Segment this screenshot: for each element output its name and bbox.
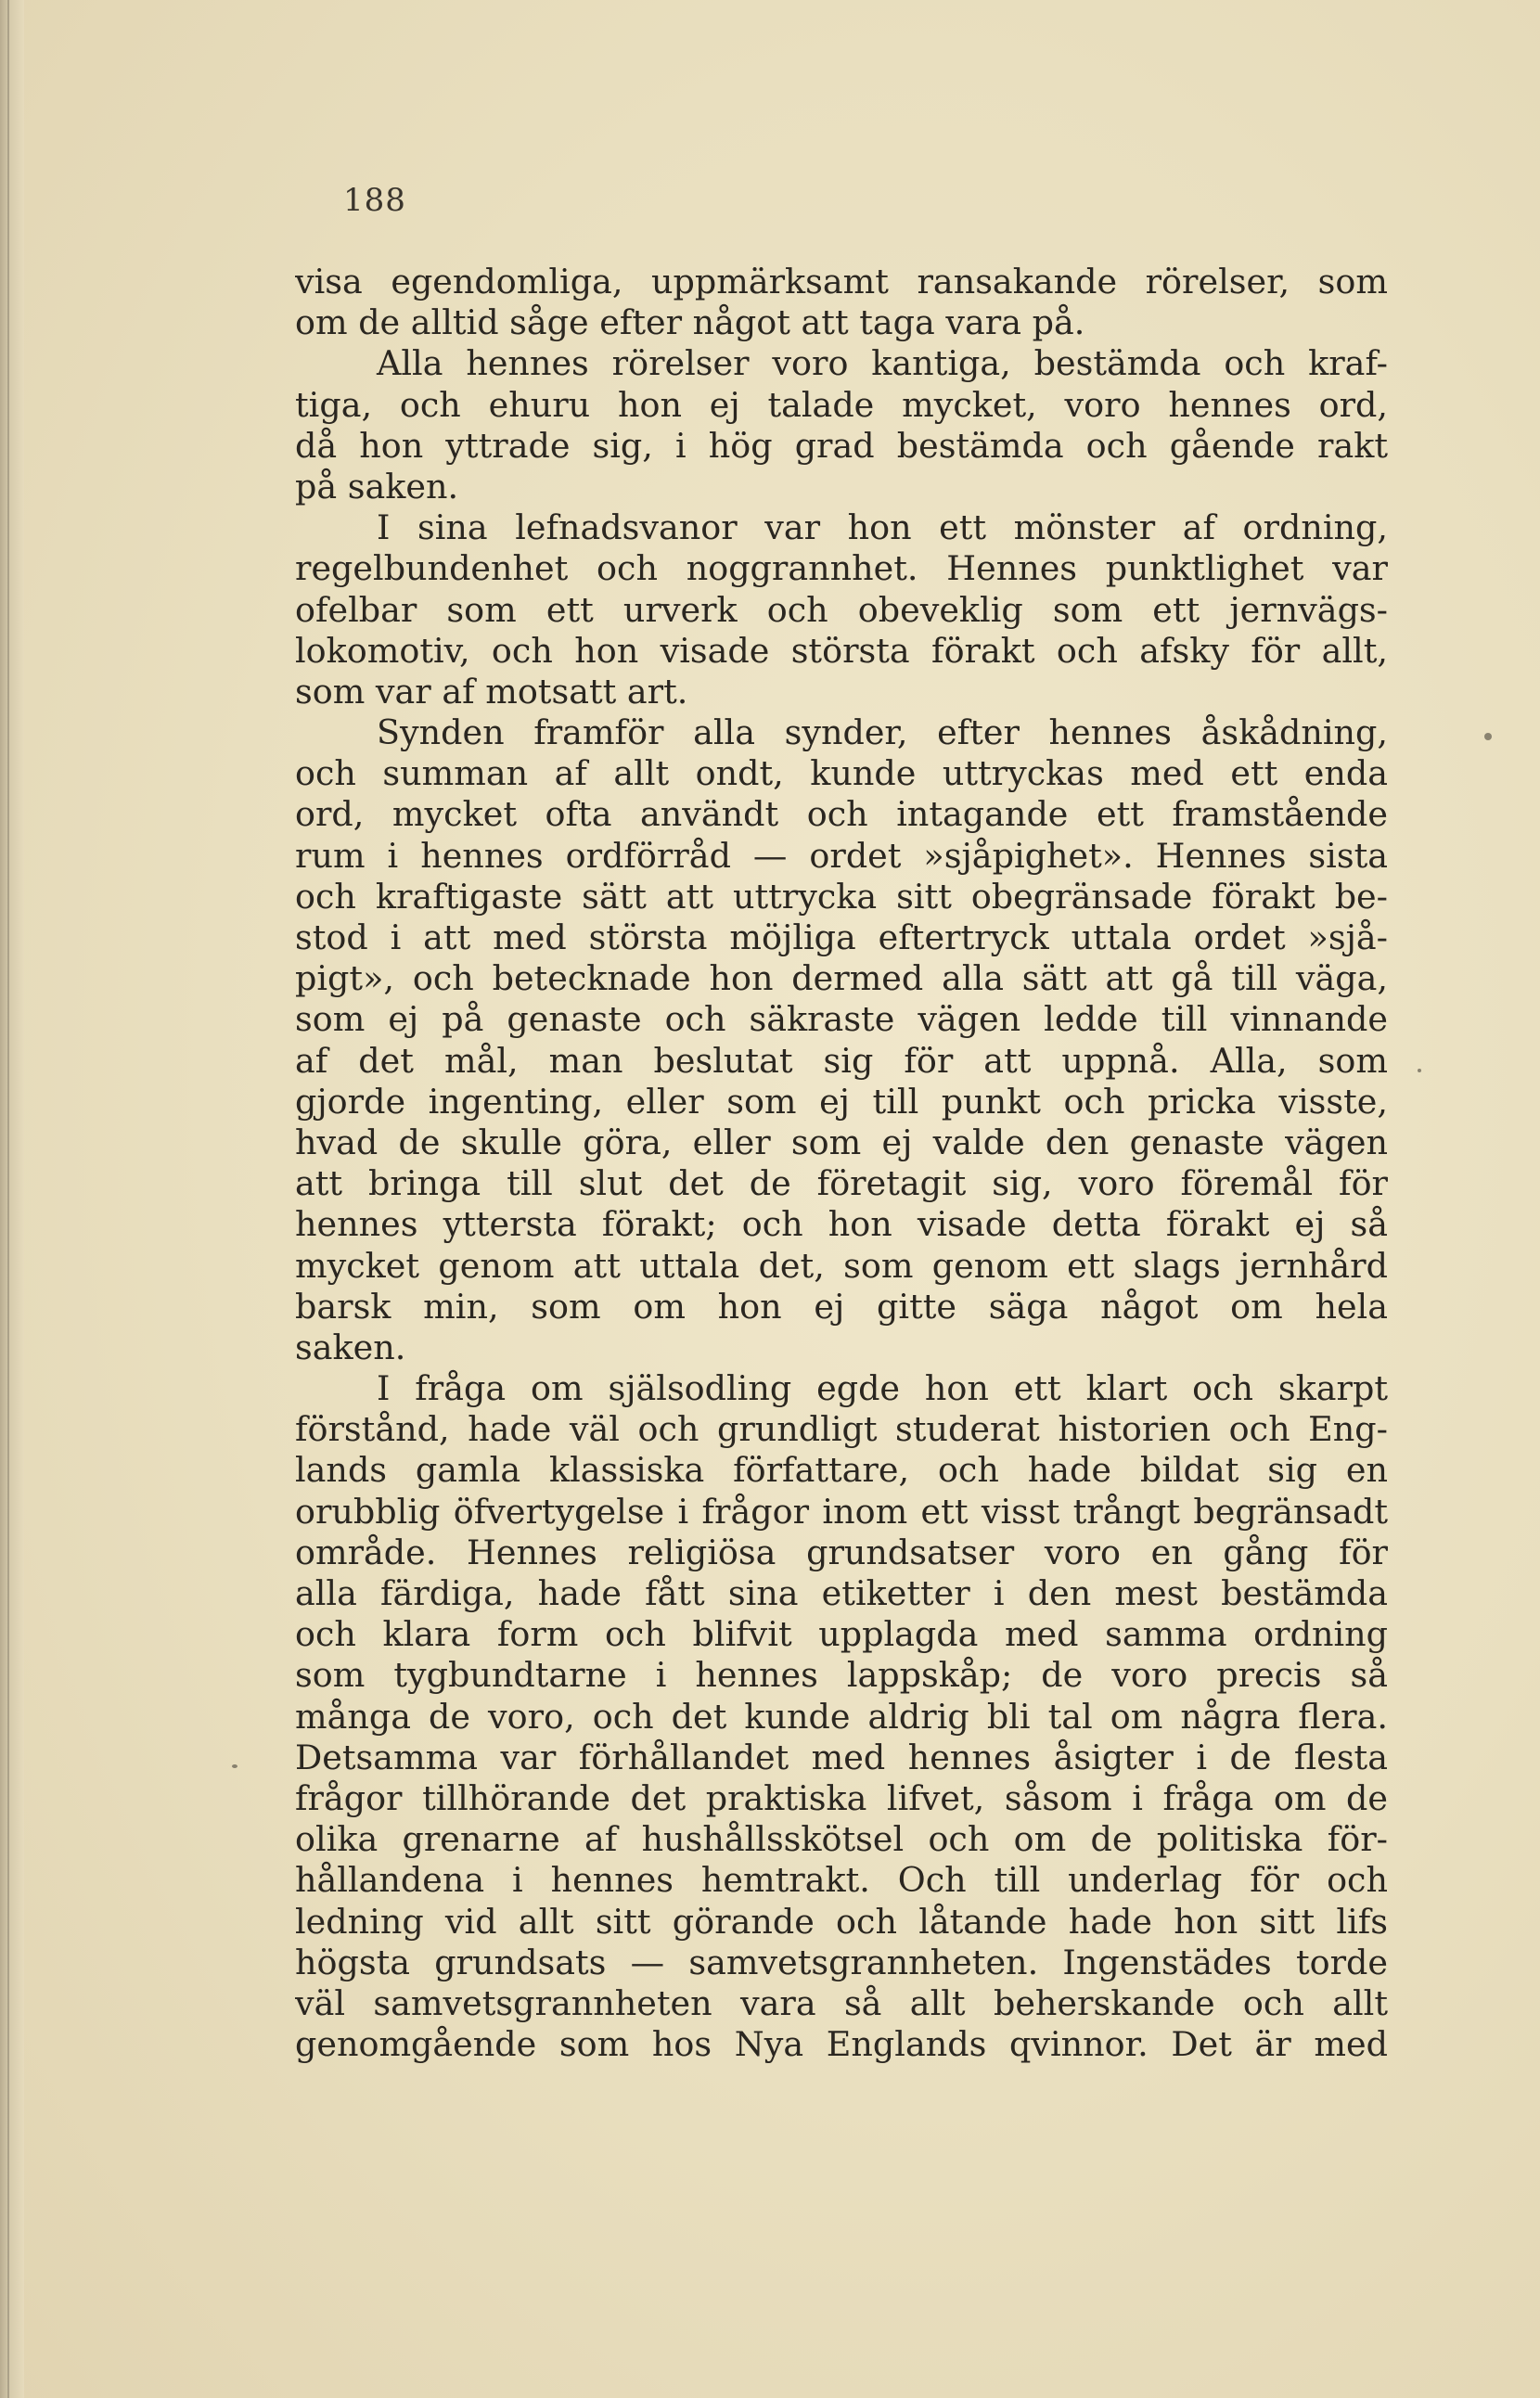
text-line: förstånd, hade väl och grundligt studerat historien och Eng- [295, 1409, 1388, 1450]
paper-speck [1484, 733, 1492, 740]
text-line: som tygbundtarne i hennes lappskåp; de voro precis så [295, 1655, 1388, 1696]
text-line: lands gamla klassiska författare, och hade bildat sig en [295, 1450, 1388, 1491]
text-line: orubblig öfvertygelse i frågor inom ett visst trångt begränsadt [295, 1491, 1388, 1532]
text-line: många de voro, och det kunde aldrig bli tal om några flera. [295, 1696, 1388, 1737]
text-line: af det mål, man beslutat sig för att uppnå. Alla, som [295, 1040, 1388, 1081]
text-line: lokomotiv, och hon visade största förakt och afsky för allt, [295, 630, 1388, 671]
text-line: då hon yttrade sig, i hög grad bestämda och gående rakt [295, 425, 1388, 466]
text-line: hvad de skulle göra, eller som ej valde den genaste vägen [295, 1122, 1388, 1162]
text-line: regelbundenhet och noggrannhet. Hennes punktlighet var [295, 548, 1388, 589]
text-line: som var af motsatt art. [295, 671, 688, 712]
text-line: pigt», och betecknade hon dermed alla sätt att gå till väga, [295, 958, 1388, 999]
page-number: 188 [343, 182, 406, 219]
text-line: genomgående som hos Nya Englands qvinnor. Det är med [295, 2024, 1388, 2065]
text-line: stod i att med största möjliga eftertryck uttala ordet »sjå- [295, 917, 1388, 957]
text-line: hållandena i hennes hemtrakt. Och till underlag för och [295, 1860, 1388, 1901]
binding-line [7, 0, 9, 2398]
text-line: alla färdiga, hade fått sina etiketter i den mest bestämda [295, 1573, 1388, 1613]
text-line: barsk min, som om hon ej gitte säga något om hela [295, 1286, 1388, 1327]
text-line: saken. [295, 1327, 406, 1367]
text-line: område. Hennes religiösa grundsatser voro en gång för [295, 1532, 1388, 1572]
text-line: Alla hennes rörelser voro kantiga, bestämda och kraf- [377, 343, 1388, 384]
page-binding-edge [0, 0, 24, 2398]
text-line: ledning vid allt sitt görande och låtande hade hon sitt lifs [295, 1901, 1388, 1942]
text-line: om de alltid såge efter något att taga vara på. [295, 302, 1085, 343]
text-line: hennes yttersta förakt; och hon visade detta förakt ej så [295, 1204, 1388, 1245]
text-line: I fråga om själsodling egde hon ett klart och skarpt [377, 1368, 1388, 1409]
text-line: Detsamma var förhållandet med hennes åsigter i de flesta [295, 1737, 1388, 1777]
paper-speck [232, 1764, 237, 1768]
text-line: frågor tillhörande det praktiska lifvet, såsom i fråga om de [295, 1777, 1388, 1818]
text-line: gjorde ingenting, eller som ej till punkt och pricka visste, [295, 1081, 1388, 1122]
paper-speck [1418, 1069, 1421, 1072]
text-line: på saken. [295, 466, 459, 507]
text-line: ord, mycket ofta användt och intagande ett framstående [295, 794, 1388, 835]
text-line: och klara form och blifvit upplagda med samma ordning [295, 1614, 1388, 1655]
text-line: rum i hennes ordförråd — ordet »sjåpighet». Hennes sista [295, 835, 1388, 876]
text-line: Synden framför alla synder, efter hennes åskådning, [377, 712, 1388, 753]
text-line: I sina lefnadsvanor var hon ett mönster af ordning, [377, 507, 1388, 548]
text-line: högsta grundsats — samvetsgrannheten. Ingenstädes torde [295, 1942, 1388, 1982]
text-line: som ej på genaste och säkraste vägen ledde till vinnande [295, 999, 1388, 1040]
text-line: att bringa till slut det de företagit sig, voro föremål för [295, 1163, 1388, 1204]
body-text [295, 262, 1388, 2065]
text-line: tiga, och ehuru hon ej talade mycket, voro hennes ord, [295, 384, 1388, 425]
text-line: väl samvetsgrannheten vara så allt beherskande och allt [295, 1982, 1388, 2023]
text-line: och summan af allt ondt, kunde uttryckas med ett enda [295, 753, 1388, 794]
text-line: ofelbar som ett urverk och obeveklig som ett jernvägs- [295, 589, 1388, 630]
text-line: visa egendomliga, uppmärksamt ransakande rörelser, som [295, 262, 1388, 301]
text-line: olika grenarne af hushållsskötsel och om de politiska för- [295, 1819, 1388, 1860]
text-line: mycket genom att uttala det, som genom ett slags jernhård [295, 1245, 1388, 1286]
text-line: och kraftigaste sätt att uttrycka sitt obegränsade förakt be- [295, 876, 1388, 917]
